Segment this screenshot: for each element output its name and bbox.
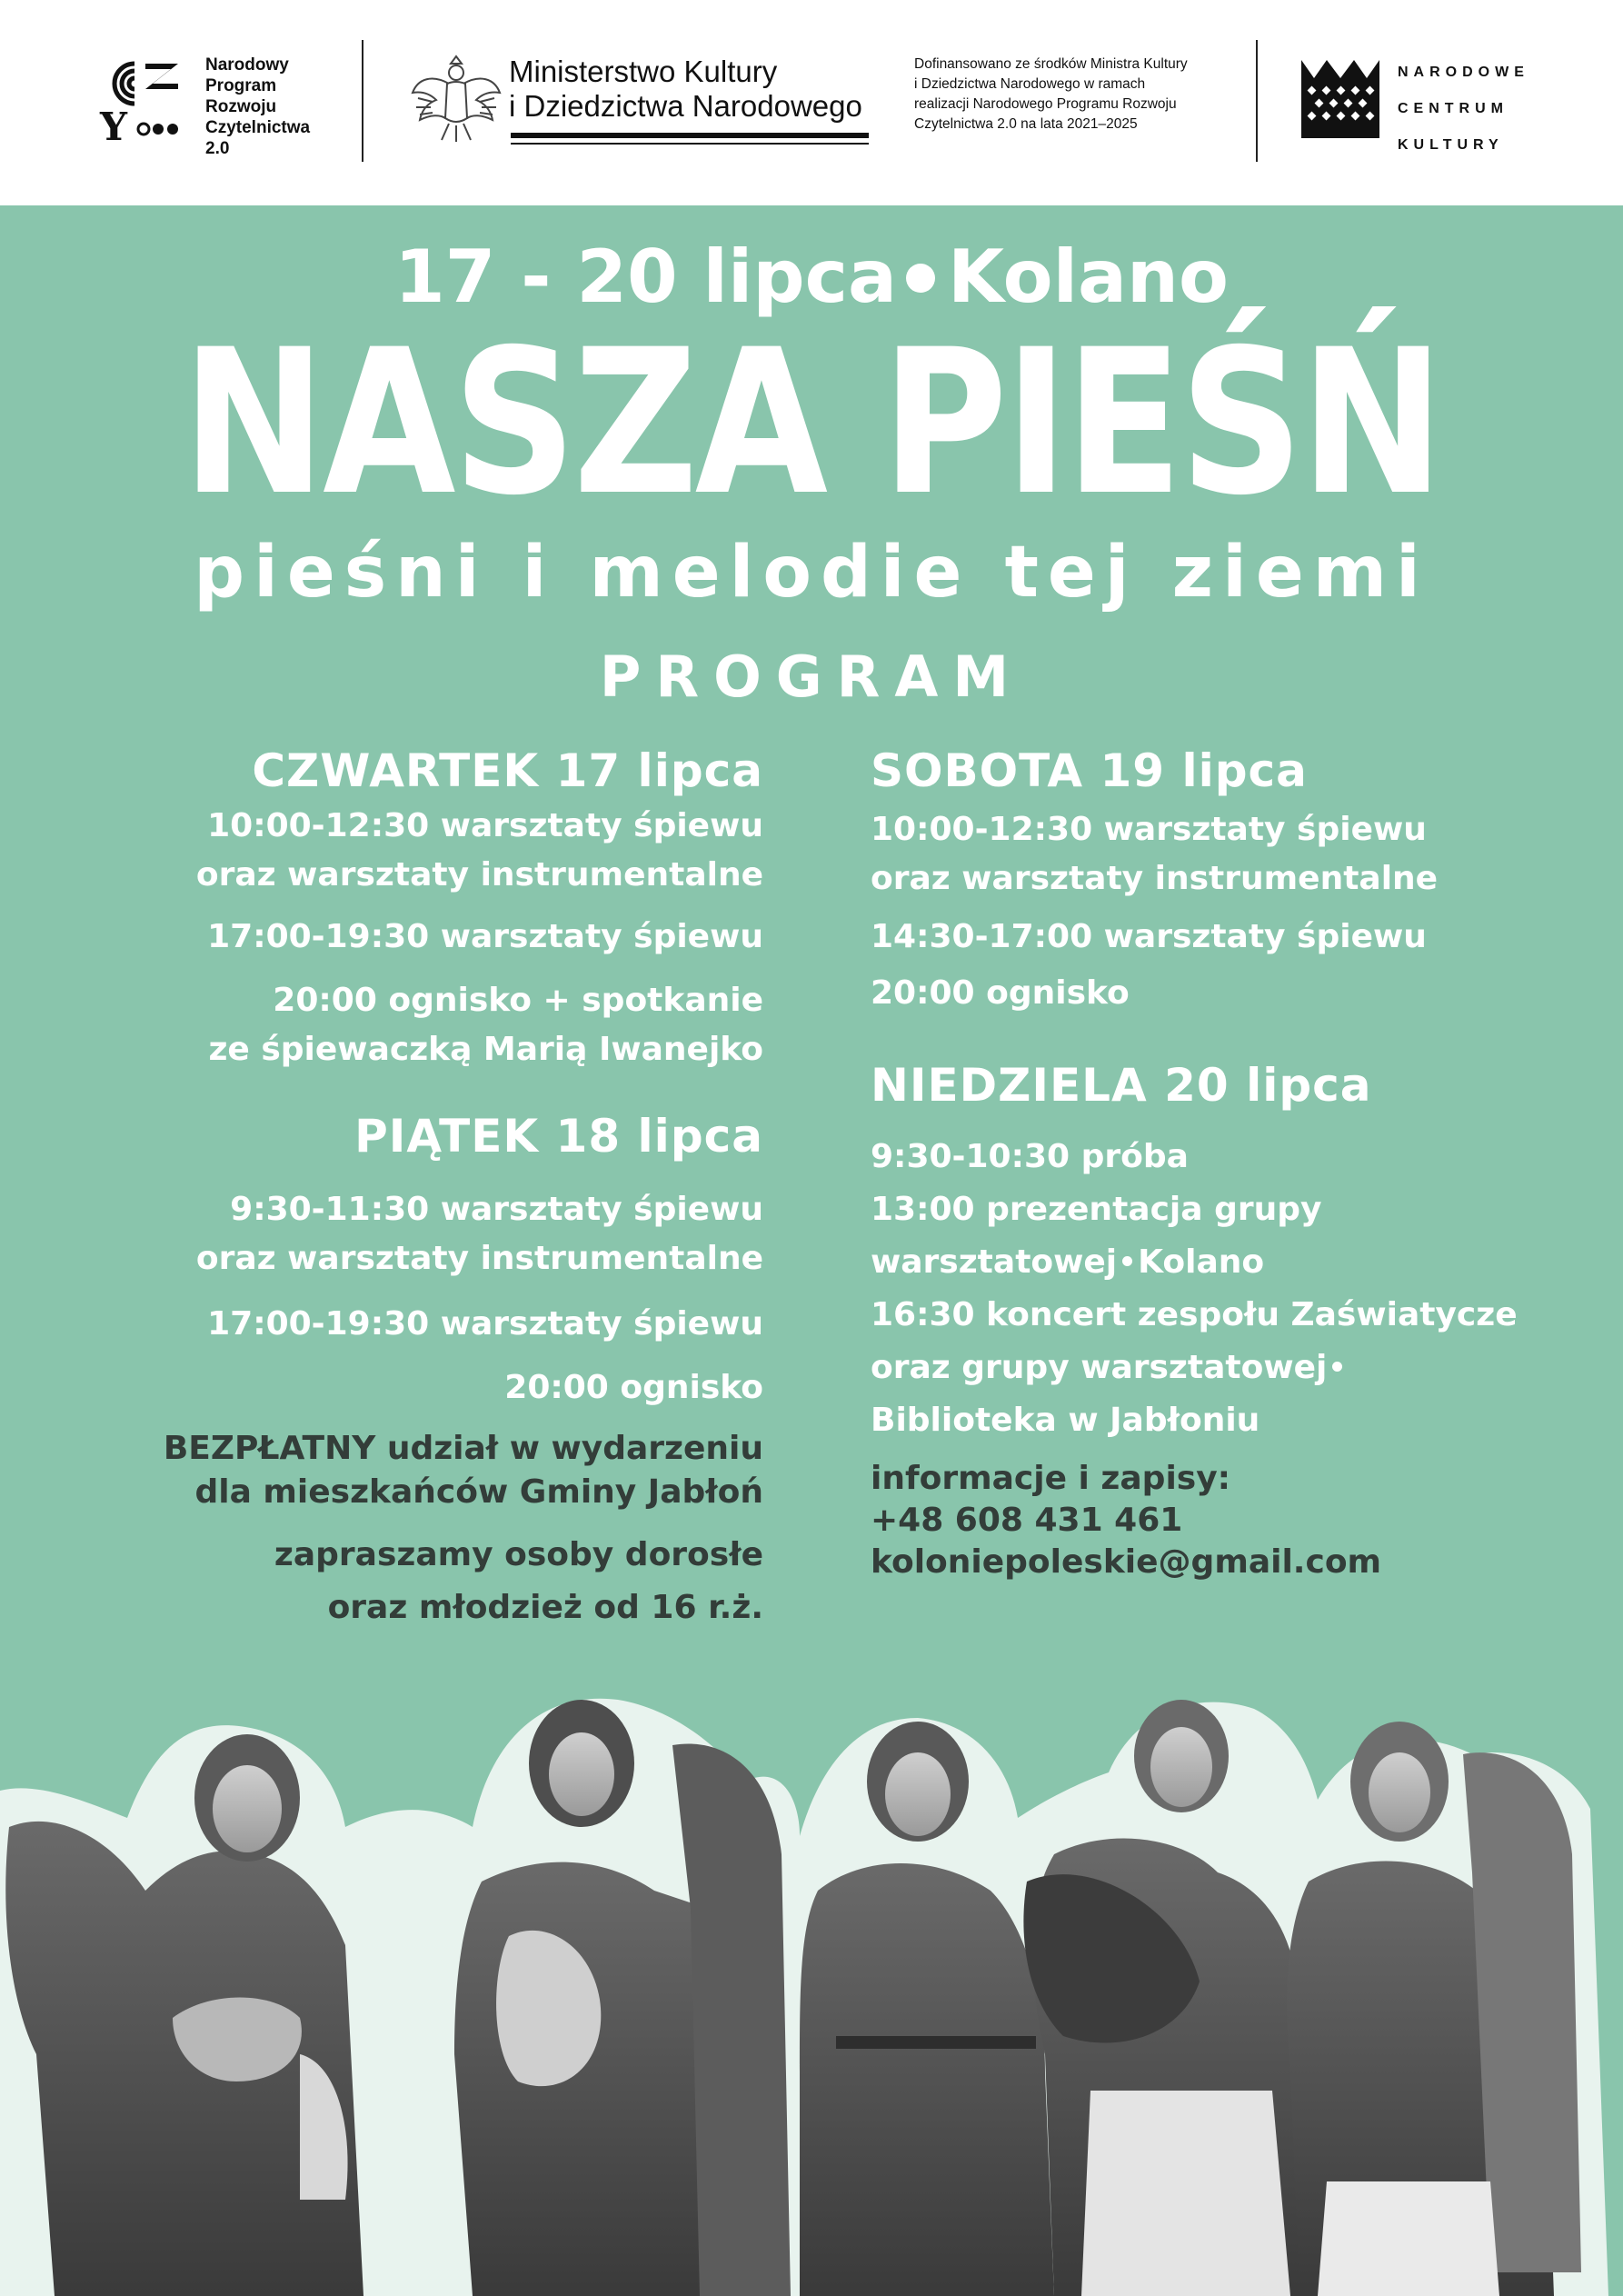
bullet-dot-icon xyxy=(906,264,935,293)
schedule-item: 20:00 ognisko + spotkanie xyxy=(273,982,763,1019)
schedule-item: oraz warsztaty instrumentalne xyxy=(195,1240,763,1277)
day-block-friday xyxy=(196,1107,763,1413)
info-line: dla mieszkańców Gminy Jabłoń xyxy=(194,1473,763,1511)
ministry-name: Ministerstwo Kultury i Dziedzictwa Narodowego xyxy=(509,55,862,123)
event-place: Kolano xyxy=(948,235,1229,319)
day-heading: SOBOTA 19 lipca xyxy=(871,744,1308,797)
day-heading: PIĄTEK 18 lipca xyxy=(354,1110,763,1163)
contact-email[interactable]: koloniepoleskie@gmail.com xyxy=(871,1543,1382,1581)
bullet-dot-icon xyxy=(1122,1256,1132,1266)
free-participation-note xyxy=(164,1427,763,1634)
header-divider xyxy=(362,40,363,162)
day-block-sunday xyxy=(871,1056,1518,1447)
nprc-name: Narodowy Program Rozwoju Czytelnictwa 2.0 xyxy=(205,55,311,158)
nck-crown-logo-icon xyxy=(1301,56,1379,138)
schedule-item: warsztatowej Kolano xyxy=(871,1243,1265,1281)
header-divider xyxy=(1256,40,1258,162)
schedule-item: 13:00 prezentacja grupy xyxy=(871,1191,1322,1228)
ministry-underline xyxy=(511,133,869,138)
sponsor-header xyxy=(0,0,1623,205)
schedule-item: 9:30-10:30 próba xyxy=(871,1138,1189,1175)
event-subtitle: pieśni i melodie tej ziemi xyxy=(194,532,1429,614)
schedule-item: oraz warsztaty instrumentalne xyxy=(871,860,1439,897)
schedule-item: 20:00 ognisko xyxy=(871,974,1130,1012)
info-line: oraz młodzież od 16 r.ż. xyxy=(327,1589,763,1626)
schedule-item: 20:00 ognisko xyxy=(504,1369,763,1406)
ministry-underline-thin xyxy=(511,143,869,145)
day-heading: NIEDZIELA 20 lipca xyxy=(871,1059,1372,1112)
schedule-item: 10:00-12:30 warsztaty śpiewu xyxy=(871,811,1427,848)
bullet-dot-icon xyxy=(1332,1362,1342,1372)
schedule-item: 17:00-19:30 warsztaty śpiewu xyxy=(207,1305,763,1343)
contact-phone[interactable]: +48 608 431 461 xyxy=(871,1502,1183,1539)
schedule-item: Biblioteka w Jabłoniu xyxy=(871,1402,1260,1439)
svg-text:Y: Y xyxy=(100,105,127,144)
schedule-item: 16:30 koncert zespołu Zaświatycze xyxy=(871,1296,1518,1333)
info-line: zapraszamy osoby dorosłe xyxy=(274,1536,763,1573)
contact-info xyxy=(871,1458,1381,1583)
schedule-item: 14:30-17:00 warsztaty śpiewu xyxy=(871,918,1427,955)
day-block-saturday xyxy=(871,742,1438,1018)
day-heading: CZWARTEK 17 lipca xyxy=(252,744,763,797)
nck-name: NARODOWE CENTRUM KULTURY xyxy=(1398,65,1529,153)
schedule-item: oraz grupy warsztatowej xyxy=(871,1342,1518,1394)
day-block-thursday xyxy=(196,742,763,1074)
archival-photo-women xyxy=(0,1672,1623,2296)
schedule-item: ze śpiewaczką Marią Iwanejko xyxy=(208,1031,763,1068)
contact-label: informacje i zapisy: xyxy=(871,1460,1231,1497)
nprc-logo-icon xyxy=(96,56,184,144)
schedule-item: oraz warsztaty instrumentalne xyxy=(195,856,763,893)
schedule-item: 10:00-12:30 warsztaty śpiewu xyxy=(207,807,763,844)
event-dates: 17 - 20 lipca xyxy=(394,235,898,319)
event-title: NASZA PIEŚŃ xyxy=(182,306,1441,539)
program-heading: PROGRAM xyxy=(599,644,1024,710)
polish-eagle-emblem-icon xyxy=(405,47,507,149)
schedule-item: 9:30-11:30 warsztaty śpiewu xyxy=(230,1191,763,1228)
info-line: BEZPŁATNY udział w wydarzeniu xyxy=(163,1430,763,1467)
schedule-item: 17:00-19:30 warsztaty śpiewu xyxy=(207,918,763,955)
funding-note: Dofinansowano ze środków Ministra Kultury i Dziedzictwa Narodowego w ramach realizacji Narodowego Programu Rozwoju Czytelnictwa 2.0 na lata 2021–2025 xyxy=(914,56,1188,132)
